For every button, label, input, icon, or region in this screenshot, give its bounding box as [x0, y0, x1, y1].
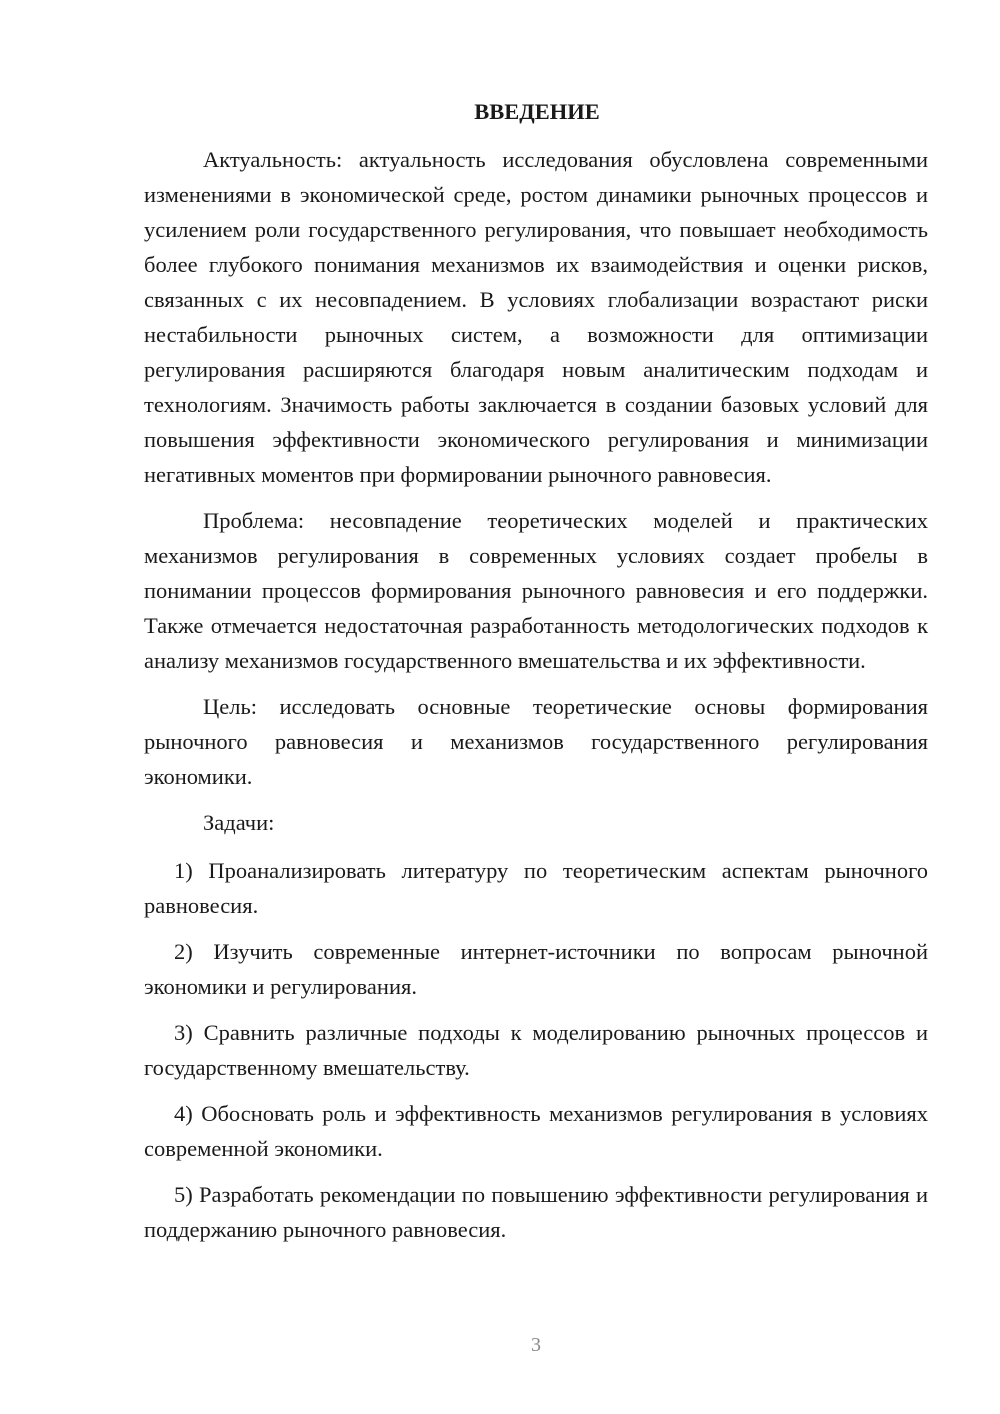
task-item-2: 2) Изучить современные интернет-источники по вопросам рыночной экономики и регулирования. — [144, 939, 928, 999]
paragraph-goal: Цель: исследовать основные теоретические основы формирования рыночного равновесия и механизмов государственного регулирования экономики. — [144, 694, 928, 789]
task-item-5: 5) Разработать рекомендации по повышению эффективности регулирования и поддержанию рыночного равновесия. — [144, 1182, 928, 1242]
page-number: 3 — [531, 1334, 541, 1356]
paragraph-relevance: Актуальность: актуальность исследования обусловлена современными изменениями в экономической среде, ростом динамики рыночных процессов и усилением роли государственного регулирования, что повышает необходимость более глубокого понимания механизмов их взаимодействия и оценки рисков, связанных с их несовпадением. В условиях глобализации возрастают риски нестабильности рыночных систем, а возможности для оптимизации регулирования расширяются благодаря новым аналитическим подходам и технологиям. Значимость работы заключается в создании базовых условий для повышения эффективности экономического регулирования и минимизации негативных моментов при формировании рыночного равновесия. — [144, 147, 928, 487]
task-item-1: 1) Проанализировать литературу по теоретическим аспектам рыночного равновесия. — [144, 858, 928, 918]
page-title: ВВЕДЕНИЕ — [474, 99, 600, 124]
task-item-4: 4) Обосновать роль и эффективность механизмов регулирования в условиях современной экономики. — [144, 1101, 928, 1161]
document-page — [144, 94, 928, 1258]
paragraph-tasks-heading: Задачи: — [203, 810, 275, 835]
task-item-3: 3) Сравнить различные подходы к моделированию рыночных процессов и государственному вмешательству. — [144, 1020, 928, 1080]
paragraph-problem: Проблема: несовпадение теоретических моделей и практических механизмов регулирования в современных условиях создает пробелы в понимании процессов формирования рыночного равновесия и его поддержки. Также отмечается недостаточная разработанность методологических подходов к анализу механизмов государственного вмешательства и их эффективности. — [144, 508, 928, 673]
